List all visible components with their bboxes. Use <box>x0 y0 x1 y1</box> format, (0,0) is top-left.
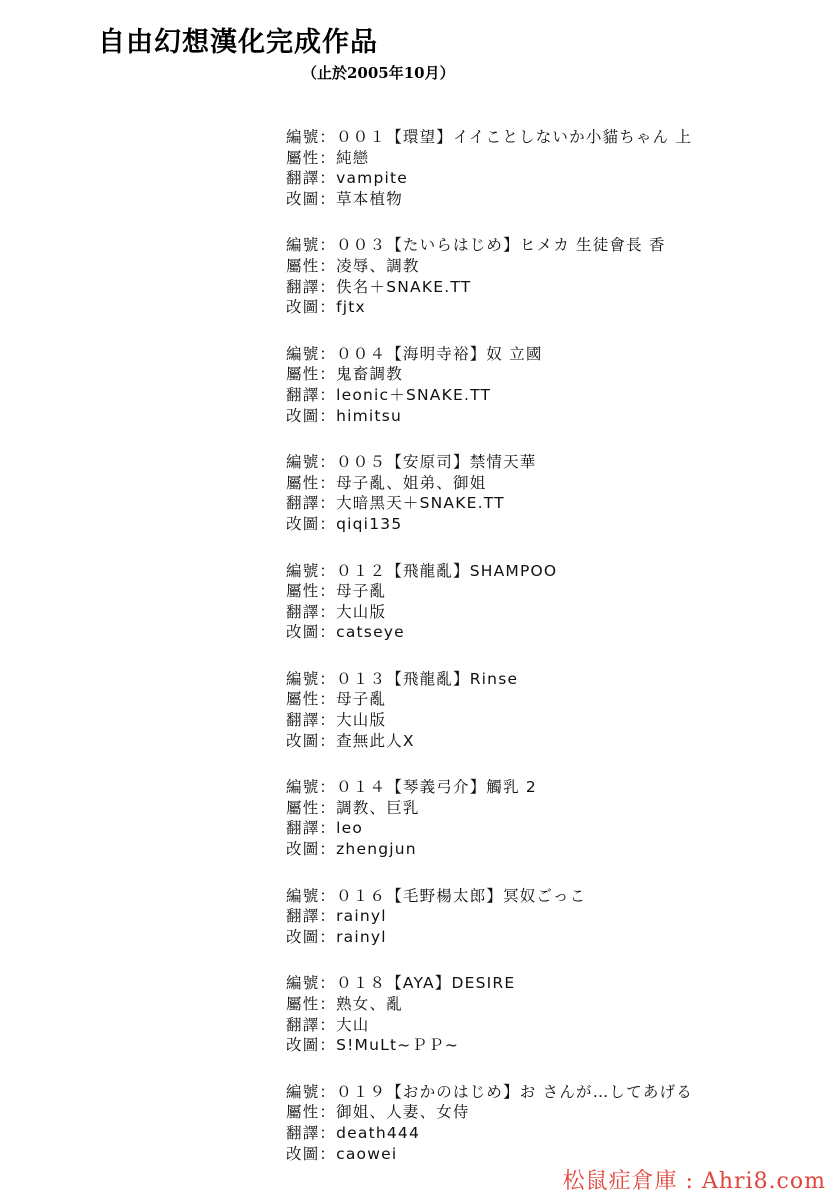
entry-003 <box>286 235 826 317</box>
entry-number: 編號：００３【たいらはじめ】ヒメカ 生徒會長 香 <box>286 236 666 255</box>
entry-number: 編號：０１３【飛龍亂】Rinse <box>286 669 519 688</box>
entry-editor: 改圖：himitsu <box>286 406 403 425</box>
entry-attribute: 屬性：母子亂、姐弟、御姐 <box>286 473 487 492</box>
entry-translator: 翻譯：大山版 <box>286 602 387 621</box>
page-title: 自由幻想漢化完成作品 <box>98 27 378 58</box>
entry-translator: 翻譯：佚名＋SNAKE.TT <box>286 277 472 296</box>
entry-translator: 翻譯：大暗黑天＋SNAKE.TT <box>286 494 505 513</box>
entry-editor: 改圖：S!MuLt~ＰＰ~ <box>286 1036 460 1055</box>
entry-translator: 翻譯：leonic＋SNAKE.TT <box>286 385 492 404</box>
entry-editor: 改圖：caowei <box>286 1144 398 1163</box>
entry-editor: 改圖：qiqi135 <box>286 514 403 533</box>
entry-attribute: 屬性：熟女、亂 <box>286 995 403 1013</box>
entry-attribute: 屬性：調教、巨乳 <box>286 798 420 817</box>
entry-editor: 改圖：rainyl <box>286 927 387 946</box>
entry-translator: 翻譯：death444 <box>286 1123 421 1142</box>
entry-number: 編號：００１【環望】イイことしないか小貓ちゃん 上 <box>286 128 693 146</box>
page-subtitle: （止於2005年10月） <box>302 64 455 82</box>
entry-attribute: 屬性：凌辱、調教 <box>286 256 420 275</box>
entry-number: 編號：０１２【飛龍亂】SHAMPOO <box>286 561 558 580</box>
entry-list <box>286 127 826 1190</box>
entry-number: 編號：０１６【毛野楊太郎】冥奴ごっこ <box>286 886 587 905</box>
site-watermark: 松鼠症倉庫 : Ahri8.com <box>562 1169 826 1194</box>
entry-translator: 翻譯：rainyl <box>286 907 387 926</box>
entry-012 <box>286 561 826 643</box>
entry-attribute: 屬性：鬼畜調教 <box>286 365 403 384</box>
entry-013 <box>286 669 826 751</box>
entry-attribute: 屬性：純戀 <box>286 148 370 167</box>
entry-attribute: 屬性：母子亂 <box>286 690 387 709</box>
entry-editor: 改圖：zhengjun <box>286 840 417 859</box>
entry-019 <box>286 1082 826 1164</box>
entry-editor: 改圖：草本植物 <box>286 189 403 208</box>
entry-translator: 翻譯：leo <box>286 819 364 838</box>
entry-editor: 改圖：catseye <box>286 623 405 642</box>
entry-editor: 改圖：fjtx <box>286 298 366 317</box>
entry-translator: 翻譯：vampite <box>286 169 409 188</box>
entry-translator: 翻譯：大山版 <box>286 711 387 730</box>
entry-attribute: 屬性：御姐、人妻、女侍 <box>286 1103 470 1122</box>
entry-editor: 改圖：查無此人X <box>286 731 415 750</box>
entry-005 <box>286 452 826 534</box>
entry-014 <box>286 777 826 859</box>
entry-number: 編號：０１４【琴義弓介】觸乳 2 <box>286 778 537 797</box>
entry-number: 編號：０１９【おかのはじめ】お さんが…してあげる <box>286 1082 693 1101</box>
entry-translator: 翻譯：大山 <box>286 1015 370 1034</box>
entry-018 <box>286 973 826 1055</box>
entry-016 <box>286 886 826 948</box>
entry-001 <box>286 127 826 209</box>
entry-attribute: 屬性：母子亂 <box>286 582 387 601</box>
entry-number: 編號：００５【安原司】禁情天華 <box>286 453 537 472</box>
entry-number: 編號：０１８【AYA】DESIRE <box>286 974 516 993</box>
entry-number: 編號：００４【海明寺裕】奴 立國 <box>286 344 543 363</box>
entry-004 <box>286 344 826 426</box>
